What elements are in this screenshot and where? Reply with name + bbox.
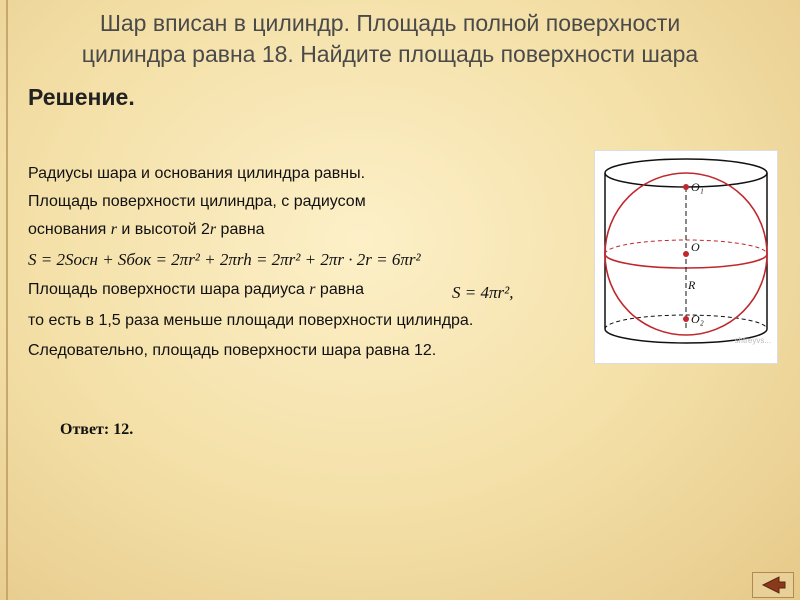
decorative-line bbox=[6, 0, 8, 600]
title-line-1: Шар вписан в цилиндр. Площадь полной поверхности bbox=[99, 10, 681, 36]
text-sphere-part-a: Площадь поверхности шара радиуса bbox=[28, 281, 310, 298]
sphere-formula-comma: , bbox=[509, 283, 514, 302]
label-o2: O₂ bbox=[691, 312, 704, 326]
label-o: O bbox=[691, 240, 700, 254]
text-radii-equal: Радиусы шара и основания цилиндра равны. bbox=[28, 165, 366, 182]
point-o bbox=[683, 251, 689, 257]
back-arrow-icon bbox=[753, 573, 793, 597]
title-line-2: цилиндра равна 18. Найдите площадь поверхности шара bbox=[81, 41, 699, 67]
text-ratio: то есть в 1,5 раза меньше площади поверхности цилиндра. bbox=[28, 312, 474, 329]
answer: Ответ: 12. bbox=[60, 421, 134, 438]
text-base-part-a: основания bbox=[28, 221, 111, 238]
text-var-r: r bbox=[110, 221, 117, 238]
text-var-r2: r bbox=[209, 221, 217, 238]
label-o1: O₁ bbox=[691, 180, 704, 194]
text-sphere-part-b: равна bbox=[315, 281, 364, 298]
sphere-area-formula bbox=[452, 283, 513, 303]
cylinder-sphere-diagram bbox=[595, 151, 777, 363]
back-nav-button[interactable] bbox=[752, 572, 794, 598]
text-var-r3: r bbox=[309, 281, 316, 298]
text-base-height bbox=[28, 221, 265, 239]
figure-watermark: shtreyvs... bbox=[734, 336, 771, 345]
text-base-part-b: и высотой 2 bbox=[116, 221, 210, 238]
point-o2 bbox=[683, 316, 689, 322]
cylinder-sphere-figure bbox=[594, 150, 778, 364]
slide-title bbox=[40, 8, 740, 70]
text-conclusion: Следовательно, площадь поверхности шара равна 12. bbox=[28, 342, 437, 359]
label-r: R bbox=[688, 278, 696, 292]
sphere-formula-main: S = 4πr² bbox=[452, 283, 510, 302]
point-o1 bbox=[683, 184, 689, 190]
text-sphere-surface bbox=[28, 281, 364, 299]
text-base-part-c: равна bbox=[216, 221, 265, 238]
cylinder-area-formula: S = 2Sосн + Sбок = 2πr² + 2πrh = 2πr² + 2πr · 2r = 6πr² bbox=[28, 250, 421, 269]
solution-heading: Решение. bbox=[28, 84, 135, 110]
text-cylinder-surface: Площадь поверхности цилиндра, с радиусом bbox=[28, 193, 366, 210]
